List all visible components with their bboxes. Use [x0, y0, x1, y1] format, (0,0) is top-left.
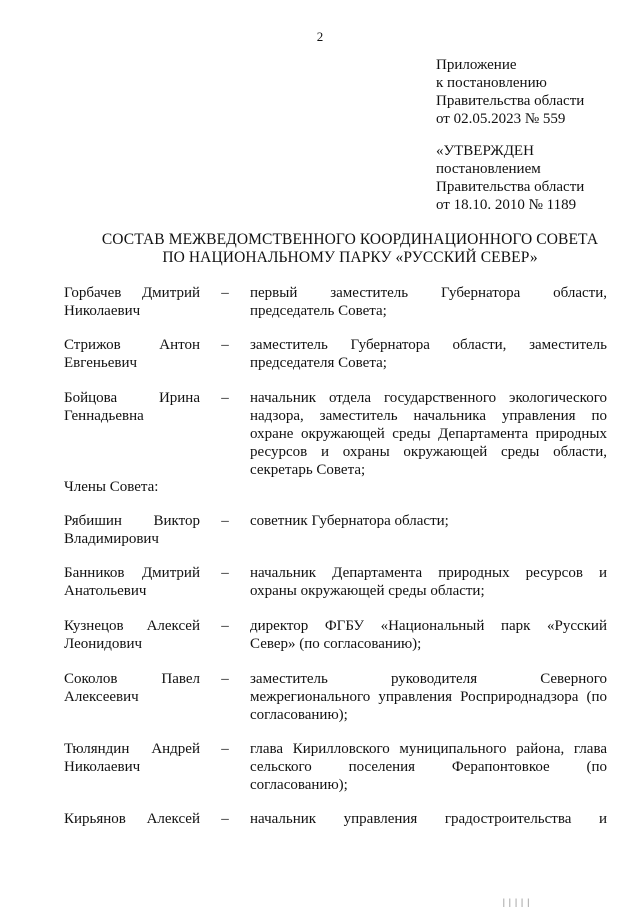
- member-role: заместитель Губернатора области, заместитель председателя Совета;: [250, 337, 607, 371]
- title-line: ПО НАЦИОНАЛЬНОМУ ПАРКУ «РУССКИЙ СЕВЕР»: [162, 249, 538, 266]
- approved-line: «УТВЕРЖДЕН: [436, 143, 534, 159]
- appendix-line: к постановлению: [436, 75, 547, 91]
- member-name: Кирьянов Алексей: [64, 811, 200, 827]
- dash-separator: –: [221, 741, 229, 757]
- member-name: Рябишин Виктор Владимирович: [64, 513, 200, 547]
- member-role: глава Кирилловского муниципального района, глава сельского поселения Ферапонтовкое (по согласованию);: [250, 741, 607, 793]
- appendix-line: Правительства области: [436, 93, 585, 109]
- document-title: [60, 231, 640, 267]
- member-name: Банников Дмитрий Анатольевич: [64, 565, 200, 599]
- appendix-line: от 02.05.2023 № 559: [436, 111, 566, 127]
- member-role: заместитель руководителя Северного межрегионального управления Росприроднадзора (по согласованию);: [250, 671, 607, 723]
- dash-separator: –: [221, 671, 229, 687]
- member-role: начальник отдела государственного экологического надзора, заместитель начальника управления по охране окружающей среды Департамента природных ресурсов и охраны окружающей среды области, секретарь Совета;: [250, 390, 607, 478]
- member-name: Соколов Павел Алексеевич: [64, 671, 200, 705]
- dash-separator: –: [221, 513, 229, 529]
- member-name: Бойцова Ирина Геннадьевна: [64, 390, 200, 424]
- approved-block: [436, 142, 636, 214]
- dash-separator: –: [221, 618, 229, 634]
- approved-line: Правительства области: [436, 179, 585, 195]
- member-name: Тюляндин Андрей Николаевич: [64, 741, 200, 775]
- members-label: Члены Совета:: [64, 479, 159, 495]
- dash-separator: –: [221, 811, 229, 827]
- member-role: первый заместитель Губернатора области, председатель Совета;: [250, 285, 607, 319]
- member-name: Стрижов Антон Евгеньевич: [64, 337, 200, 371]
- dash-separator: –: [221, 337, 229, 353]
- dash-separator: –: [221, 565, 229, 581]
- approved-line: постановлением: [436, 161, 541, 177]
- member-name: Горбачев Дмитрий Николаевич: [64, 285, 200, 319]
- dash-separator: –: [221, 285, 229, 301]
- member-role: директор ФГБУ «Национальный парк «Русский Север» (по согласованию);: [250, 618, 607, 652]
- approved-line: от 18.10. 2010 № 1189: [436, 197, 577, 213]
- page-number: 2: [316, 29, 324, 44]
- dash-separator: –: [221, 390, 229, 406]
- appendix-line: Приложение: [436, 57, 517, 73]
- member-role: советник Губернатора области;: [250, 513, 449, 529]
- appendix-block: [436, 56, 636, 128]
- member-role: начальник Департамента природных ресурсов и охраны окружающей среды области;: [250, 565, 607, 599]
- member-name: Кузнецов Алексей Леонидович: [64, 618, 200, 652]
- member-role: начальник управления градостроительства и: [250, 811, 607, 827]
- scan-marks: | | | | |: [503, 897, 531, 907]
- title-line: СОСТАВ МЕЖВЕДОМСТВЕННОГО КООРДИНАЦИОННОГО СОВЕТА: [101, 231, 599, 248]
